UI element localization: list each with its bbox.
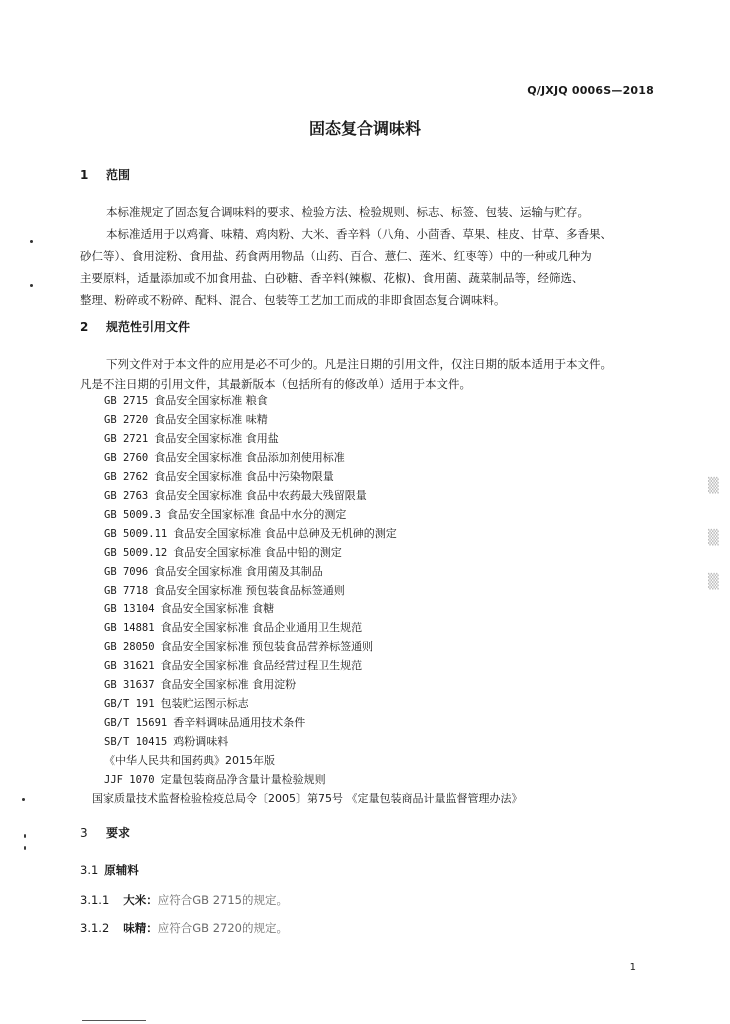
scan-speck xyxy=(24,846,26,850)
reference-item xyxy=(104,733,228,749)
reference-code: GB 2715 xyxy=(104,395,149,407)
reference-code: GB 2721 xyxy=(104,433,149,445)
reference-title: 食品安全国家标准 食品中铅的测定 xyxy=(173,546,342,559)
section-1-heading xyxy=(80,166,130,183)
reference-title: 食品安全国家标准 食用菌及其制品 xyxy=(154,565,323,578)
reference-code: GB 5009.11 xyxy=(104,528,168,540)
reference-item xyxy=(104,487,367,503)
paragraph-line: 主要原料，适量添加或不加食用盐、白砂糖、香辛料(辣椒、花椒)、食用菌、蔬菜制品等，经筛选、 xyxy=(80,271,584,285)
reference-item xyxy=(104,506,346,522)
reference-code: GB 14881 xyxy=(104,622,155,634)
paragraph-line: 凡是不注日期的引用文件，其最新版本（包括所有的修改单）适用于本文件。 xyxy=(80,377,471,391)
item-label: 味精： xyxy=(123,921,158,935)
reference-title: 食品安全国家标准 食用盐 xyxy=(154,432,279,445)
reference-code: GB 13104 xyxy=(104,603,155,615)
section-number: 3 xyxy=(80,826,88,840)
reference-code: GB 7096 xyxy=(104,566,149,578)
item-text: 应符合GB 2715的规定。 xyxy=(157,893,288,907)
scan-speck xyxy=(24,834,26,838)
reference-title: 鸡粉调味料 xyxy=(173,735,229,748)
reference-item xyxy=(104,411,268,427)
reference-item xyxy=(104,430,279,446)
reference-code: GB 5009.12 xyxy=(104,547,168,559)
subsection-number: 3.1 xyxy=(80,863,99,877)
reference-title: 定量包装商品净含量计量检验规则 xyxy=(160,773,326,786)
reference-title: 食品安全国家标准 食品添加剂使用标准 xyxy=(154,451,345,464)
reference-item xyxy=(104,695,249,711)
paragraph-line: 本标准规定了固态复合调味料的要求、检验方法、检验规则、标志、标签、包装、运输与贮存。 xyxy=(106,205,589,219)
reference-code: GB 28050 xyxy=(104,641,155,653)
subsection-title: 原辅料 xyxy=(104,863,139,877)
reference-title: 国家质量技术监督检验检疫总局令〔2005〕第75号 《定量包装商品计量监督管理办法》 xyxy=(92,792,523,805)
reference-code: JJF 1070 xyxy=(104,774,155,786)
section-number: 1 xyxy=(80,168,89,182)
section-title: 规范性引用文件 xyxy=(106,320,191,334)
reference-item xyxy=(92,790,523,806)
reference-title: 食品安全国家标准 预包装食品标签通则 xyxy=(154,584,345,597)
section-2-heading xyxy=(80,318,190,335)
reference-title: 食品安全国家标准 食品中农药最大残留限量 xyxy=(154,489,367,502)
reference-item xyxy=(104,392,268,408)
paragraph-line: 本标准适用于以鸡膏、味精、鸡肉粉、大米、香辛料（八角、小茴香、草果、桂皮、甘草、多香果、 xyxy=(106,227,612,241)
reference-item xyxy=(104,449,345,465)
scan-speck xyxy=(30,284,33,287)
item-label: 大米： xyxy=(123,893,158,907)
reference-code: GB 31637 xyxy=(104,679,155,691)
item-number: 3.1.2 xyxy=(80,921,110,935)
reference-item xyxy=(104,619,362,635)
reference-item xyxy=(104,525,397,541)
section-number: 2 xyxy=(80,320,89,334)
reference-item xyxy=(104,638,373,654)
item-text: 应符合GB 2720的规定。 xyxy=(157,921,288,935)
section-title: 范围 xyxy=(106,168,131,182)
reference-code: GB/T 191 xyxy=(104,698,155,710)
reference-title: 食品安全国家标准 食用淀粉 xyxy=(160,678,297,691)
reference-item xyxy=(104,544,342,560)
subsection-3-1-heading xyxy=(80,862,139,878)
reference-item xyxy=(104,582,345,598)
reference-title: 食品安全国家标准 食品经营过程卫生规范 xyxy=(160,659,363,672)
reference-title: 包装贮运图示标志 xyxy=(160,697,249,710)
document-title: 固态复合调味料 xyxy=(308,119,421,138)
reference-code: GB 31621 xyxy=(104,660,155,672)
requirement-item xyxy=(80,892,288,908)
reference-title: 食品安全国家标准 食品中水分的测定 xyxy=(166,508,347,521)
paragraph-line: 砂仁等）、食用淀粉、食用盐、药食两用物品（山药、百合、薏仁、莲米、红枣等）中的一种或几种为 xyxy=(80,249,592,263)
scan-edge-mark: ▒ xyxy=(708,530,719,546)
reference-code: GB 2720 xyxy=(104,414,149,426)
scan-edge-mark: ▒ xyxy=(708,574,719,590)
reference-title: 食品安全国家标准 粮食 xyxy=(154,394,268,407)
requirement-item xyxy=(80,920,288,936)
scan-speck xyxy=(22,798,25,801)
reference-code: GB 2763 xyxy=(104,490,149,502)
reference-code: SB/T 10415 xyxy=(104,736,168,748)
reference-title: 食品安全国家标准 味精 xyxy=(154,413,268,426)
paragraph-line: 整理、粉碎或不粉碎、配料、混合、包装等工艺加工而成的非即食固态复合调味料。 xyxy=(80,293,506,307)
reference-title: 《中华人民共和国药典》2015年版 xyxy=(104,754,275,767)
reference-title: 香辛料调味品通用技术条件 xyxy=(173,716,306,729)
reference-title: 食品安全国家标准 食品企业通用卫生规范 xyxy=(160,621,363,634)
reference-item xyxy=(104,771,326,787)
item-number: 3.1.1 xyxy=(80,893,110,907)
reference-title: 食品安全国家标准 食糖 xyxy=(160,602,275,615)
reference-title: 食品安全国家标准 预包装食品营养标签通则 xyxy=(160,640,374,653)
reference-item xyxy=(104,563,323,579)
reference-item xyxy=(104,676,296,692)
reference-item xyxy=(104,468,334,484)
reference-item xyxy=(104,752,275,768)
reference-code: GB 7718 xyxy=(104,585,149,597)
reference-title: 食品安全国家标准 食品中总砷及无机砷的测定 xyxy=(173,527,397,540)
reference-code: GB 2762 xyxy=(104,471,149,483)
standard-code: Q/JXJQ 0006S—2018 xyxy=(527,84,654,97)
reference-code: GB/T 15691 xyxy=(104,717,168,729)
reference-item xyxy=(104,714,305,730)
reference-item xyxy=(104,600,274,616)
footer-rule xyxy=(82,1020,146,1021)
reference-code: GB 2760 xyxy=(104,452,149,464)
reference-code: GB 5009.3 xyxy=(104,509,161,521)
scan-speck xyxy=(30,240,33,243)
paragraph-line: 下列文件对于本文件的应用是必不可少的。凡是注日期的引用文件，仅注日期的版本适用于本文件。 xyxy=(106,357,612,371)
page-number: 1 xyxy=(629,962,636,973)
section-title: 要求 xyxy=(106,826,131,840)
reference-title: 食品安全国家标准 食品中污染物限量 xyxy=(154,470,334,483)
section-3-heading xyxy=(80,824,130,841)
reference-item xyxy=(104,657,362,673)
scan-edge-mark: ▒ xyxy=(708,478,719,494)
